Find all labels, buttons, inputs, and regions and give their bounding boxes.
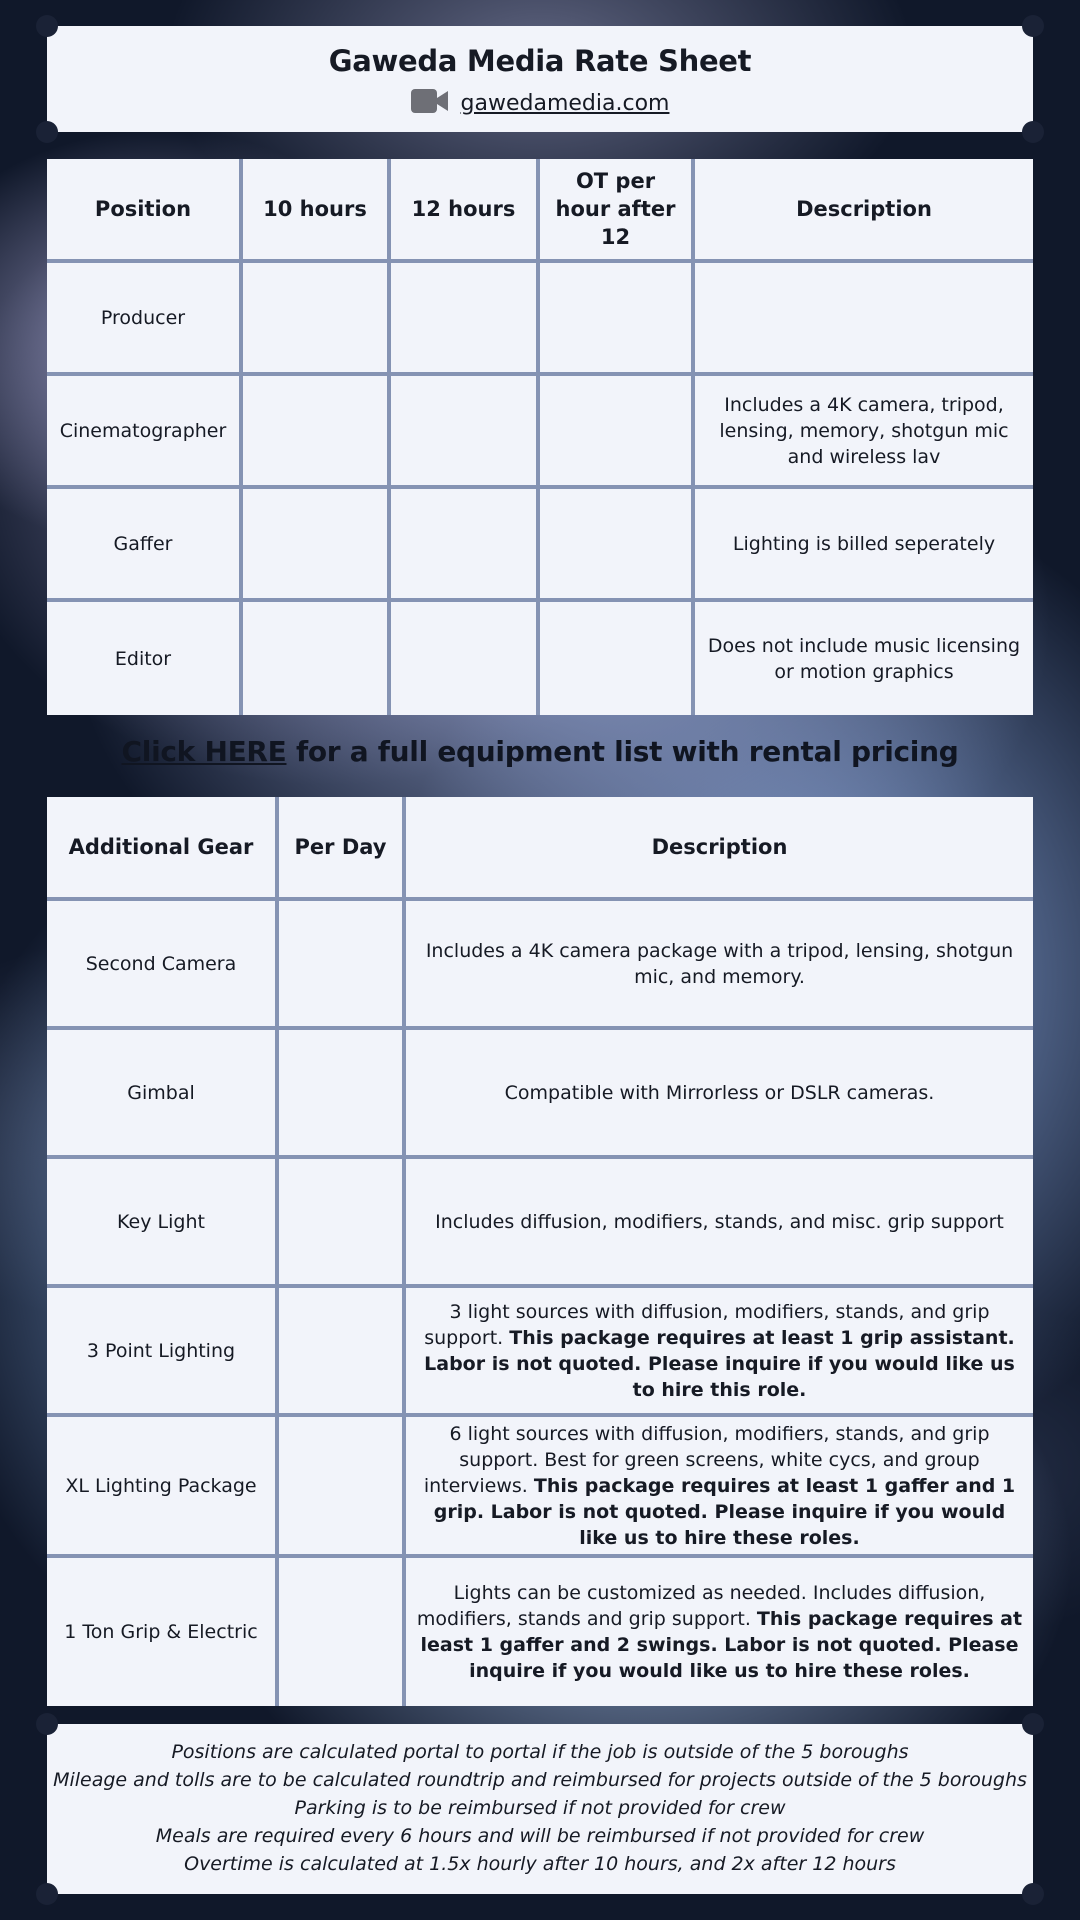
equipment-list-line: [0, 735, 1080, 768]
column-header-position: Position: [47, 159, 243, 263]
website-row: [47, 86, 1033, 120]
description-cell: [406, 1159, 1033, 1288]
table-row: [47, 1030, 1033, 1159]
table-row: [47, 1288, 1033, 1417]
description-text: 6 light sources with diffusion, modifiers, stands, and grip support. Best for green screens, white cycs, and group interviews.: [423, 1422, 990, 1497]
corner-notch: [1022, 121, 1044, 143]
description-cell: Lighting is billed seperately: [695, 489, 1033, 602]
per-day-cell: [279, 1159, 406, 1288]
corner-notch: [1022, 1713, 1044, 1735]
note-line: Positions are calculated portal to portal if the job is outside of the 5 boroughs: [171, 1741, 909, 1763]
table-header-row: [47, 797, 1033, 901]
table-row: [47, 1159, 1033, 1288]
gear-cell: Key Light: [47, 1159, 279, 1288]
description-bold-text: This package requires at least 1 grip assistant. Labor is not quoted. Please inquire if you would like us to hire this role.: [424, 1326, 1015, 1401]
description-cell: [406, 901, 1033, 1030]
description-text: Includes diffusion, modifiers, stands, and misc. grip support: [435, 1210, 1004, 1233]
notes-panel: [47, 1724, 1033, 1894]
per-day-cell: [279, 1558, 406, 1706]
note-line: Mileage and tolls are to be calculated roundtrip and reimbursed for projects outside of the 5 boroughs: [53, 1769, 1027, 1791]
position-cell: Editor: [47, 602, 243, 715]
column-header-ot: OT per hour after 12: [540, 159, 695, 263]
description-text: Lights can be customized as needed. Includes diffusion, modifiers, stands and grip support.: [416, 1582, 986, 1630]
ot-rate-cell: [540, 376, 695, 489]
per-day-cell: [279, 1030, 406, 1159]
table-row: [47, 1558, 1033, 1706]
rate-12h-cell: [391, 602, 540, 715]
table-row: [47, 489, 1033, 602]
page-title: Gaweda Media Rate Sheet: [328, 44, 752, 78]
description-text: 3 light sources with diffusion, modifiers, stands, and grip support.: [424, 1300, 990, 1349]
table-row: [47, 901, 1033, 1030]
description-cell: Includes a 4K camera, tripod, lensing, memory, shotgun mic and wireless lav: [695, 376, 1033, 489]
description-cell: [406, 1030, 1033, 1159]
corner-notch: [36, 121, 58, 143]
gear-cell: 3 Point Lighting: [47, 1288, 279, 1417]
per-day-cell: [279, 1417, 406, 1558]
notes-list: [47, 1738, 1033, 1878]
rate-10h-cell: [243, 263, 391, 376]
video-camera-icon: [411, 88, 449, 118]
table-row: [47, 602, 1033, 715]
column-header-additional-gear: Additional Gear: [47, 797, 279, 901]
website-link[interactable]: gawedamedia.com: [460, 90, 670, 116]
ot-rate-cell: [540, 602, 695, 715]
description-text: Includes a 4K camera package with a tripod, lensing, shotgun mic, and memory.: [425, 939, 1014, 988]
description-cell: [695, 263, 1033, 376]
note-line: Overtime is calculated at 1.5x hourly after 10 hours, and 2x after 12 hours: [184, 1853, 896, 1875]
gear-cell: 1 Ton Grip & Electric: [47, 1558, 279, 1706]
equipment-list-text: for a full equipment list with rental pricing: [286, 735, 959, 768]
corner-notch: [36, 1713, 58, 1735]
gear-cell: Gimbal: [47, 1030, 279, 1159]
rate-10h-cell: [243, 489, 391, 602]
corner-notch: [36, 15, 58, 37]
rate-12h-cell: [391, 263, 540, 376]
position-cell: Cinematographer: [47, 376, 243, 489]
position-cell: Producer: [47, 263, 243, 376]
note-line: Meals are required every 6 hours and will be reimbursed if not provided for crew: [155, 1825, 925, 1847]
positions-rate-table: [47, 159, 1033, 715]
rate-10h-cell: [243, 602, 391, 715]
column-header-10-hours: 10 hours: [243, 159, 391, 263]
note-line: Parking is to be reimbursed if not provided for crew: [294, 1797, 786, 1819]
ot-rate-cell: [540, 489, 695, 602]
equipment-list-link[interactable]: Click HERE: [121, 735, 287, 768]
table-row: [47, 1417, 1033, 1558]
table-row: [47, 376, 1033, 489]
column-header-12-hours: 12 hours: [391, 159, 540, 263]
description-bold-text: This package requires at least 1 gaffer and 1 grip. Labor is not quoted. Please inquire if you would like us to hire these roles.: [433, 1474, 1016, 1549]
per-day-cell: [279, 1288, 406, 1417]
description-cell: [406, 1558, 1033, 1706]
description-cell: [406, 1288, 1033, 1417]
rate-12h-cell: [391, 376, 540, 489]
description-text: Compatible with Mirrorless or DSLR cameras.: [504, 1081, 935, 1104]
description-cell: [406, 1417, 1033, 1558]
table-header-row: [47, 159, 1033, 263]
per-day-cell: [279, 901, 406, 1030]
ot-rate-cell: [540, 263, 695, 376]
additional-gear-table: [47, 797, 1033, 1706]
description-cell: Does not include music licensing or motion graphics: [695, 602, 1033, 715]
table-row: [47, 263, 1033, 376]
gear-cell: XL Lighting Package: [47, 1417, 279, 1558]
rate-12h-cell: [391, 489, 540, 602]
header-panel: [47, 26, 1033, 132]
gear-cell: Second Camera: [47, 901, 279, 1030]
corner-notch: [36, 1883, 58, 1905]
position-cell: Gaffer: [47, 489, 243, 602]
column-header-description: Description: [695, 159, 1033, 263]
rate-10h-cell: [243, 376, 391, 489]
description-bold-text: This package requires at least 1 gaffer and 2 swings. Labor is not quoted. Please inquire if you would like us to hire these roles.: [420, 1608, 1023, 1682]
corner-notch: [1022, 15, 1044, 37]
corner-notch: [1022, 1883, 1044, 1905]
column-header-per-day: Per Day: [279, 797, 406, 901]
column-header-description: Description: [406, 797, 1033, 901]
